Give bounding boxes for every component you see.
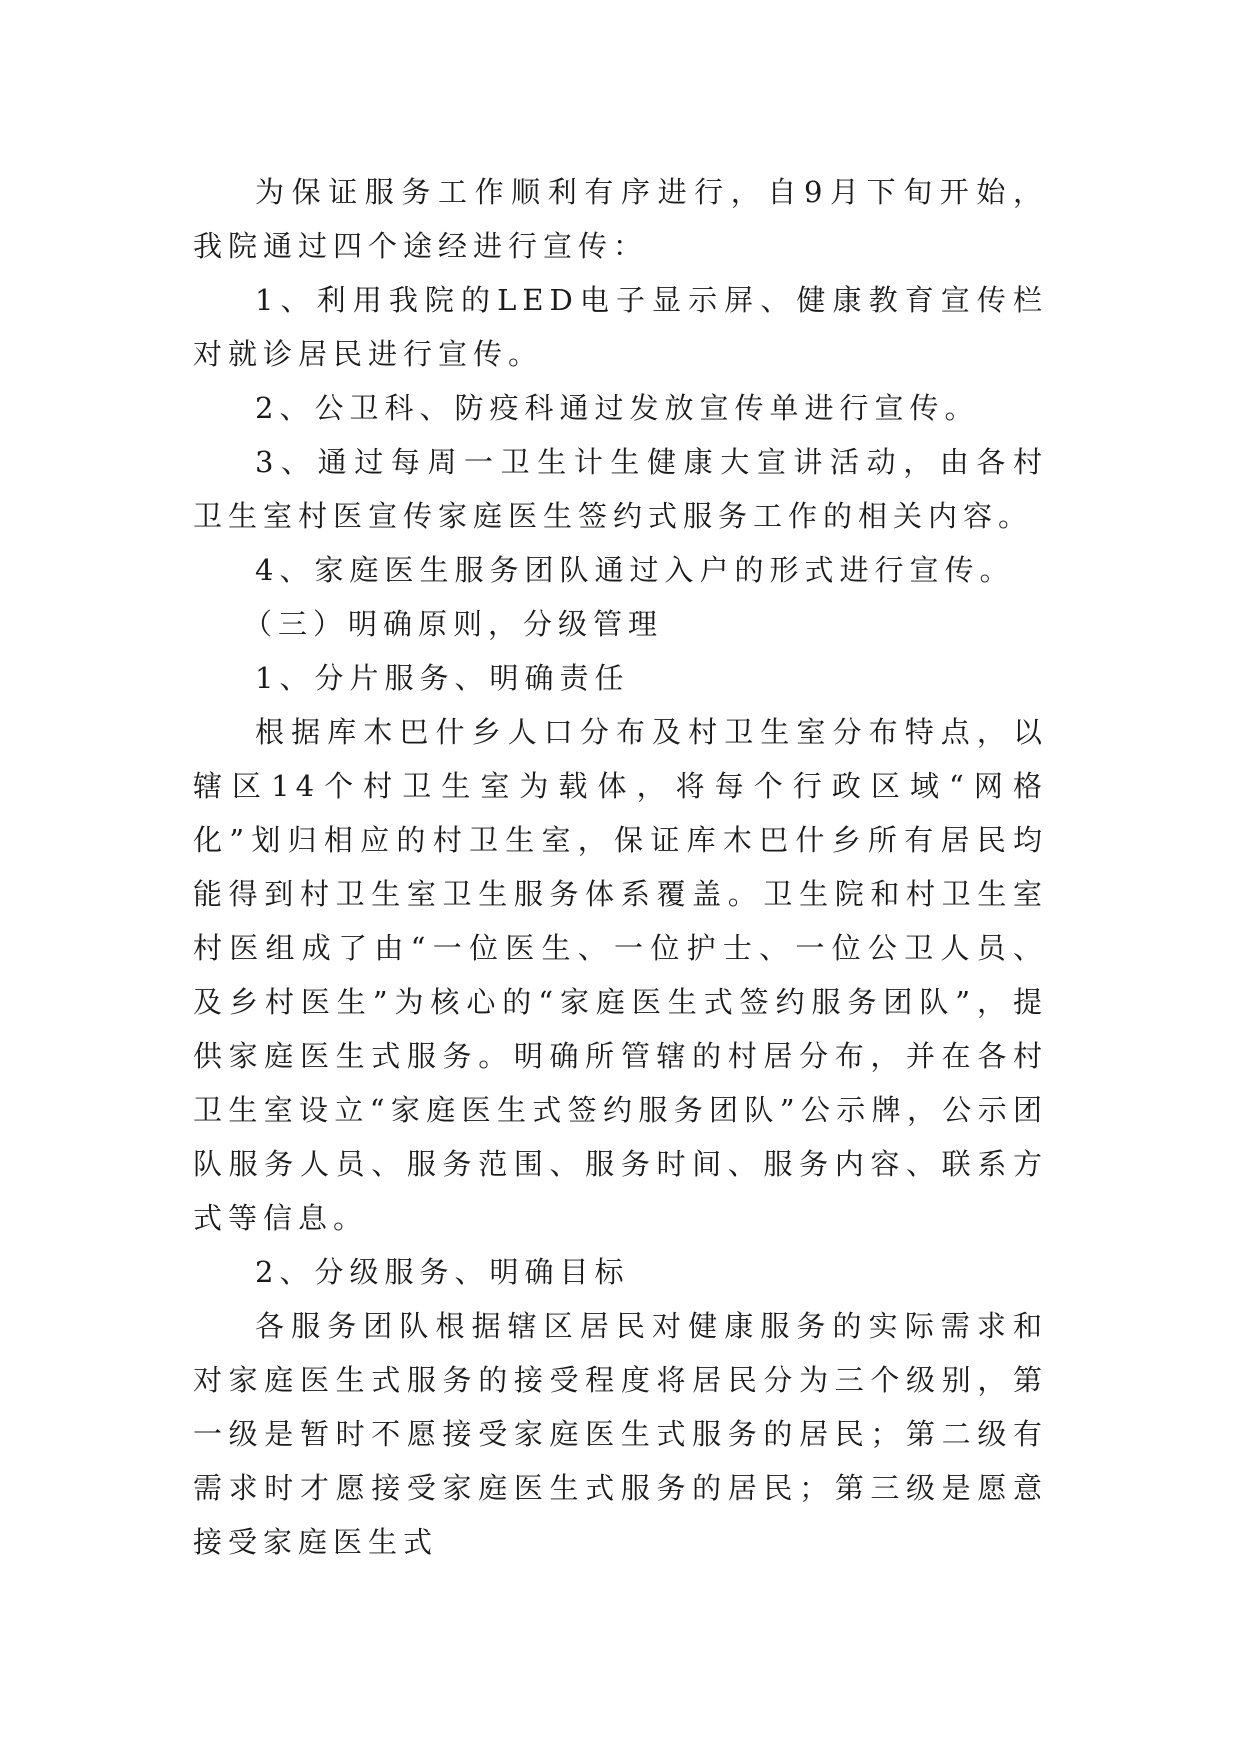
paragraph-item-1: 1、利用我院的LED电子显示屏、健康教育宣传栏对就诊居民进行宣传。	[193, 283, 1048, 371]
section-heading: （三）明确原则，分级管理	[243, 607, 664, 641]
document-body	[193, 165, 1048, 1569]
paragraph-intro: 为保证服务工作顺利有序进行，自9月下旬开始，我院通过四个途经进行宣传：	[193, 175, 1048, 263]
subheading-1: 1、分片服务、明确责任	[255, 661, 630, 695]
subheading-2: 2、分级服务、明确目标	[255, 1255, 630, 1289]
paragraph-levels: 各服务团队根据辖区居民对健康服务的实际需求和对家庭医生式服务的接受程度将居民分为三个级别，第一级是暂时不愿接受家庭医生式服务的居民；第二级有需求时才愿接受家庭医生式服务的居民；第三级是愿意接受家庭医生式	[193, 1309, 1048, 1559]
paragraph-item-4: 4、家庭医生服务团队通过入户的形式进行宣传。	[255, 553, 1015, 587]
paragraph-zoning: 根据库木巴什乡人口分布及村卫生室分布特点，以辖区14个村卫生室为载体，将每个行政区域“网格化”划归相应的村卫生室，保证库木巴什乡所有居民均能得到村卫生室卫生服务体系覆盖。卫生院和村卫生室村医组成了由“一位医生、一位护士、一位公卫人员、及乡村医生”为核心的“家庭医生式签约服务团队”，提供家庭医生式服务。明确所管辖的村居分布，并在各村卫生室设立“家庭医生式签约服务团队”公示牌，公示团队服务人员、服务范围、服务时间、服务内容、联系方式等信息。	[193, 715, 1048, 1235]
paragraph-item-3: 3、通过每周一卫生计生健康大宣讲活动，由各村卫生室村医宣传家庭医生签约式服务工作的相关内容。	[193, 445, 1048, 533]
paragraph-item-2: 2、公卫科、防疫科通过发放宣传单进行宣传。	[255, 391, 980, 425]
